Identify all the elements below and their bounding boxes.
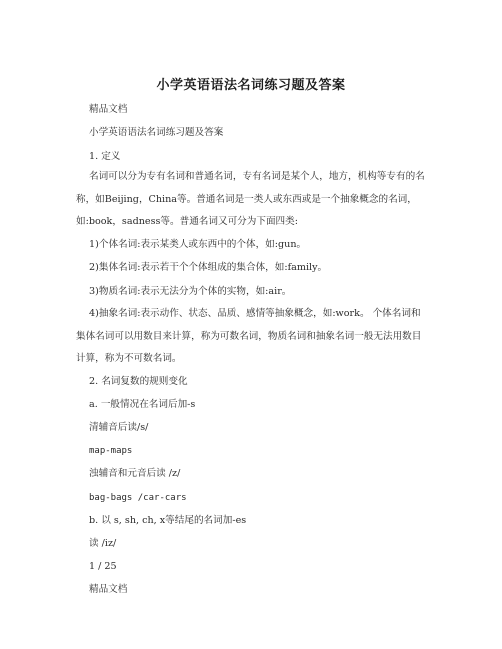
subtitle: 小学英语语法名词练习题及答案 — [89, 127, 224, 138]
list-item-material-noun: 3)物质名词:表示无法分为个体的实物，如:air。 — [89, 286, 292, 297]
list-item-collective-noun: 2)集体名词:表示若干个个体组成的集合体，如:family。 — [89, 262, 328, 273]
section1-paragraph: 名词可以分为专有名词和普通名词，专有名词是某个人，地方，机构等专有的名称，如Beijing，China等。普通名词是一类人或东西或是一个抽象概念的名词，如:book，sadness等。普通名词又可分为下面四类: — [76, 171, 425, 227]
page-number: 1 / 25 — [89, 561, 117, 572]
document-title: 小学英语语法名词练习题及答案 — [156, 78, 346, 93]
rule-a: a. 一般情况在名词后加-s — [89, 399, 196, 410]
example-bags-cars: bag-bags /car-cars — [89, 493, 187, 503]
header-label: 精品文档 — [89, 104, 128, 115]
section2-heading: 2. 名词复数的规则变化 — [89, 376, 188, 387]
rule-b: b. 以 s, sh, ch, x等结尾的名词加-es — [89, 515, 247, 526]
voiceless-rule: 清辅音后读/s/ — [89, 422, 149, 433]
list-item-abstract-noun-paragraph: 4)抽象名词:表示动作、状态、品质、感情等抽象概念，如:work。 个体名词和集体名词可以用数目来计算，称为可数名词，物质名词和抽象名词一般无法用数目计算，称为不可数名词。 — [76, 308, 422, 364]
read-iz: 读 /iz/ — [89, 538, 117, 549]
footer-label: 精品文档 — [89, 584, 128, 595]
list-item-individual-noun: 1)个体名词:表示某类人或东西中的个体，如:gun。 — [89, 239, 307, 250]
example-maps: map-maps — [89, 446, 133, 456]
section1-heading: 1. 定义 — [89, 151, 121, 162]
voiced-rule: 浊辅音和元音后读 /z/ — [89, 468, 181, 479]
